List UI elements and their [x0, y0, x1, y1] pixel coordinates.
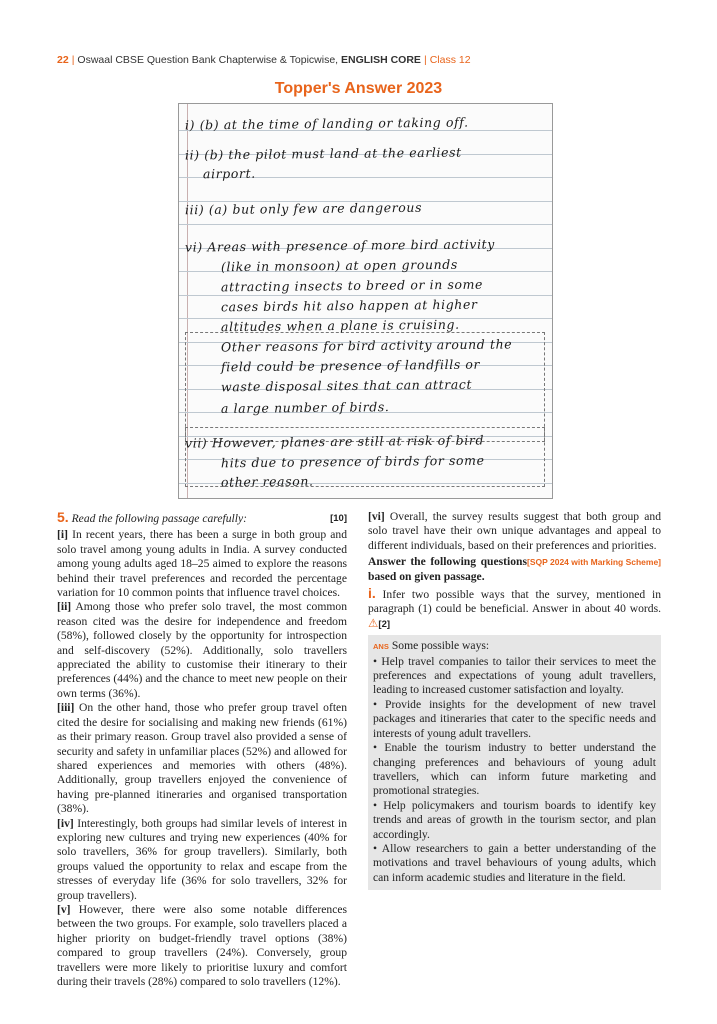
notebook-rule	[179, 224, 552, 225]
question-number: 5.	[57, 509, 69, 525]
book-title: Oswaal CBSE Question Bank Chapterwise & Topicwise,	[77, 54, 342, 66]
topper-answer-title: Topper's Answer 2023	[274, 80, 443, 97]
handwritten-line: cases birds hit also happen at higher	[220, 296, 478, 315]
answer-instruction: Answer the following questions based on given passage.	[368, 555, 527, 583]
handwritten-line: (like in monsoon) at open grounds	[220, 256, 458, 275]
answer-bullet: • Allow researchers to gain a better understanding of the motivations and travel behaviours of young adults, which can inform academic studies and literature in the field.	[373, 841, 656, 884]
answer-bullet: • Enable the tourism industry to better understand the changing preferences and behaviours of young adult travellers, which can inform future marketing and promotional strategies.	[373, 741, 656, 798]
handwritten-line: hits due to presence of birds for some	[220, 452, 485, 471]
page-number: 22	[57, 54, 69, 66]
handwritten-line: altitudes when a plane is cruising.	[220, 316, 460, 335]
handwritten-line: other reason.	[220, 473, 314, 490]
handwritten-line: vi) Areas with presence of more bird activity	[184, 236, 496, 255]
handwritten-line: i) (b) at the time of landing or taking off.	[184, 114, 469, 133]
paragraph: [vi] Overall, the survey results suggest that both group and solo travel have their own unique advantages and appeal to different individuals, based on their preferences and priorities. [SQP 2024 with Marking Scheme]	[368, 510, 661, 553]
question-instruction: Read the following passage carefully:	[71, 512, 247, 525]
handwritten-line: ii) (b) the pilot must land at the earliest	[184, 144, 462, 163]
ans-tag: ANS	[373, 642, 389, 652]
handwritten-line: field could be presence of landfills or	[220, 356, 481, 375]
question-marks: [10]	[330, 513, 347, 524]
paragraph: [i] In recent years, there has been a surge in both group and solo travel among young adults in India. A survey conducted among young adults aged 18–25 aimed to explore the reasons behind their travel preferences and recorded the percentage variation for 10 common points that influence travel choices.	[57, 528, 347, 600]
handwritten-line: Other reasons for bird activity around the	[220, 336, 513, 355]
subject-title: ENGLISH CORE	[341, 54, 421, 66]
paragraph: [iii] On the other hand, those who prefer group travel often cited the desire for socialising and making new friends (61%) as their primary reason. Group travel also provided a sense of security and safety in unfamiliar places (52%) and allowed for shared experiences and memories with others (48%). Additionally, group travellers enjoyed the convenience of having pre-planned itineraries and organised transportation (38%).	[57, 701, 347, 816]
handwritten-line: attracting insects to breed or in some	[220, 276, 484, 295]
handwritten-line: iii) (a) but only few are dangerous	[184, 199, 423, 218]
sub-question-marks: [2]	[378, 618, 391, 630]
notebook-rule	[179, 295, 552, 296]
answer-bullet: • Provide insights for the development of new travel packages and itineraries that cater to the specific needs and interests of young adult travellers.	[373, 697, 656, 740]
paragraph: [iv] Interestingly, both groups had similar levels of interest in exploring new cultures and trying new experiences (40% for solo travellers, 36% for group travellers). Similarly, both groups valued the opportunity to relax and escape from the stresses of everyday life (36% for solo travellers, 32% for group travellers).	[57, 816, 347, 902]
answer-bullet: • Help policymakers and tourism boards to identify key trends and areas of growth in the tourism sector, and plan accordingly.	[373, 798, 656, 841]
source-tag: [SQP 2024 with Marking Scheme]	[527, 557, 661, 568]
sub-question: i. Infer two possible ways that the survey, mentioned in paragraph (1) could be beneficial. Answer in about 40 words. ⚠[2]	[368, 585, 661, 630]
passage-column-left	[57, 510, 347, 989]
handwritten-line: waste disposal sites that can attract	[220, 376, 473, 395]
paragraph: [ii] Among those who prefer solo travel, the most common reason cited was the desire for independence and freedom (58%), followed closely by the opportunity for introspection and self-discovery (52%). Additionally, solo travellers appreciated the ability to customise their itinerary to their preferences (44%) and the chance to meet new people on their own terms (36%).	[57, 600, 347, 700]
answer-box	[368, 635, 661, 890]
answer-bullet: • Help travel companies to tailor their services to meet the preferences and expectations of young adult travellers, leading to increased customer satisfaction and loyalty.	[373, 654, 656, 697]
running-header: 22 | Oswaal CBSE Question Bank Chapterwise & Topicwise, ENGLISH CORE | Class 12	[57, 54, 471, 66]
handwritten-answer-image	[178, 103, 553, 499]
paragraph: [v] However, there were also some notable differences between the two groups. For example, solo travellers placed a higher priority on budget-friendly travel options (38%) compared to group travellers (24%). Conversely, group travellers were more likely to prioritise luxury and comfort during their travels (28%) compared to solo travellers (12%).	[57, 902, 347, 988]
sub-question-number: i.	[368, 585, 376, 602]
handwritten-line: airport.	[202, 165, 256, 182]
ans-intro: Some possible ways:	[391, 639, 490, 653]
warning-icon: ⚠	[368, 616, 379, 630]
class-label: Class 12	[429, 54, 471, 66]
passage-column-right	[368, 510, 661, 890]
handwritten-line: vii) However, planes are still at risk of bird	[184, 432, 485, 451]
handwritten-line: a large number of birds.	[220, 399, 390, 416]
